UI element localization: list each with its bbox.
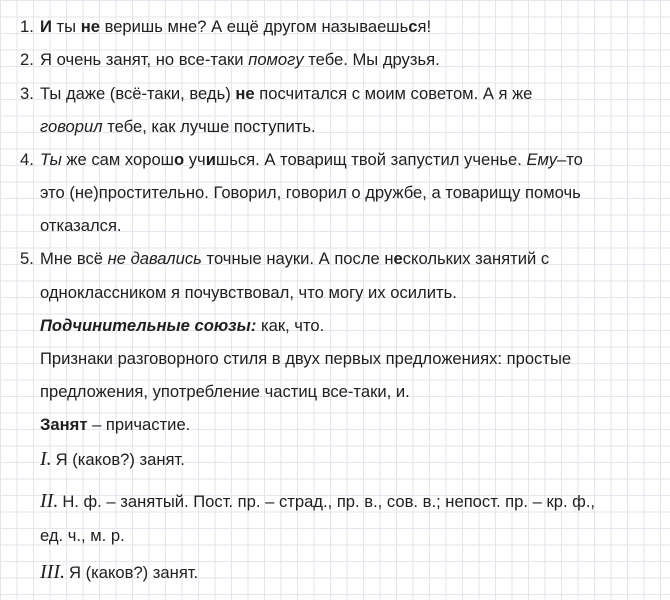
item-text (40, 149, 583, 171)
item-text (40, 83, 532, 105)
conjunctions-text: как, что. (256, 316, 325, 335)
text-run: же сам хорош (61, 150, 174, 169)
text-run: точные науки. А после н (201, 249, 394, 268)
item-text (40, 116, 316, 138)
text-run: скольких занятий с (402, 249, 550, 268)
text-run: уч (184, 150, 206, 169)
item-text (40, 248, 549, 270)
text-run: Ему (526, 150, 558, 169)
text-run: не (80, 17, 100, 36)
participle-text: – причастие. (87, 415, 191, 434)
text-run: е (393, 249, 403, 268)
item-text (40, 182, 581, 204)
text-run: это (не)простительно. Говорил, говорил о дружбе, а товарищу помочь (40, 183, 581, 202)
text-run: тебе, как лучше поступить. (102, 117, 316, 136)
item-text (40, 215, 122, 237)
text-run: и (205, 150, 216, 169)
text-run: ты (51, 17, 81, 36)
item-text (40, 49, 440, 71)
conjunctions-label: Подчинительные союзы: (40, 316, 257, 335)
text-run: посчитался с моим советом. А я же (254, 84, 533, 103)
text-run: –то (557, 150, 583, 169)
item-number: 3. (20, 84, 34, 103)
text-run: одноклассником я почувствовал, что могу их осилить. (40, 283, 457, 302)
text-run: помогу (248, 50, 304, 69)
roman-numeral: III. (40, 561, 65, 583)
analysis-text: Н. ф. – занятый. Пост. пр. – страд., пр. в., сов. в.; непост. пр. – кр. ф., (62, 492, 596, 511)
text-run: тебе. Мы друзья. (303, 50, 440, 69)
text-run: Я очень занят, но все-таки (40, 50, 249, 69)
analysis-text: Я (каков?) занят. (55, 450, 185, 469)
roman-numeral: II. (40, 490, 59, 512)
item-number: 4. (20, 150, 34, 169)
text-run: веришь мне? А ещё другом называешь (99, 17, 409, 36)
text-run: я! (417, 17, 432, 36)
text-run: не давались (107, 249, 202, 268)
item-text (40, 282, 457, 304)
style-signs-text: предложения, употребление частиц все-таки, и. (40, 382, 410, 401)
text-run: о (174, 150, 185, 169)
item-number: 1. (20, 17, 34, 36)
item-text (40, 16, 431, 38)
style-signs-text: Признаки разговорного стиля в двух первых предложениях: простые (40, 349, 572, 368)
text-run: не (235, 84, 255, 103)
participle-word: Занят (40, 415, 88, 434)
text-run: шься. А товарищ твой запустил ученье. (215, 150, 527, 169)
item-number: 2. (20, 50, 34, 69)
analysis-text: Я (каков?) занят. (68, 563, 199, 582)
text-run: Ты даже (всё-таки, ведь) (40, 84, 236, 103)
analysis-text: ед. ч., м. р. (40, 526, 125, 545)
text-run: Мне всё (40, 249, 108, 268)
text-run: И (40, 17, 52, 36)
item-number: 5. (20, 249, 34, 268)
roman-numeral: I. (40, 448, 52, 470)
text-run: говорил (40, 117, 103, 136)
text-run: с (408, 17, 418, 36)
text-run: Ты (40, 150, 62, 169)
text-run: отказался. (40, 216, 122, 235)
